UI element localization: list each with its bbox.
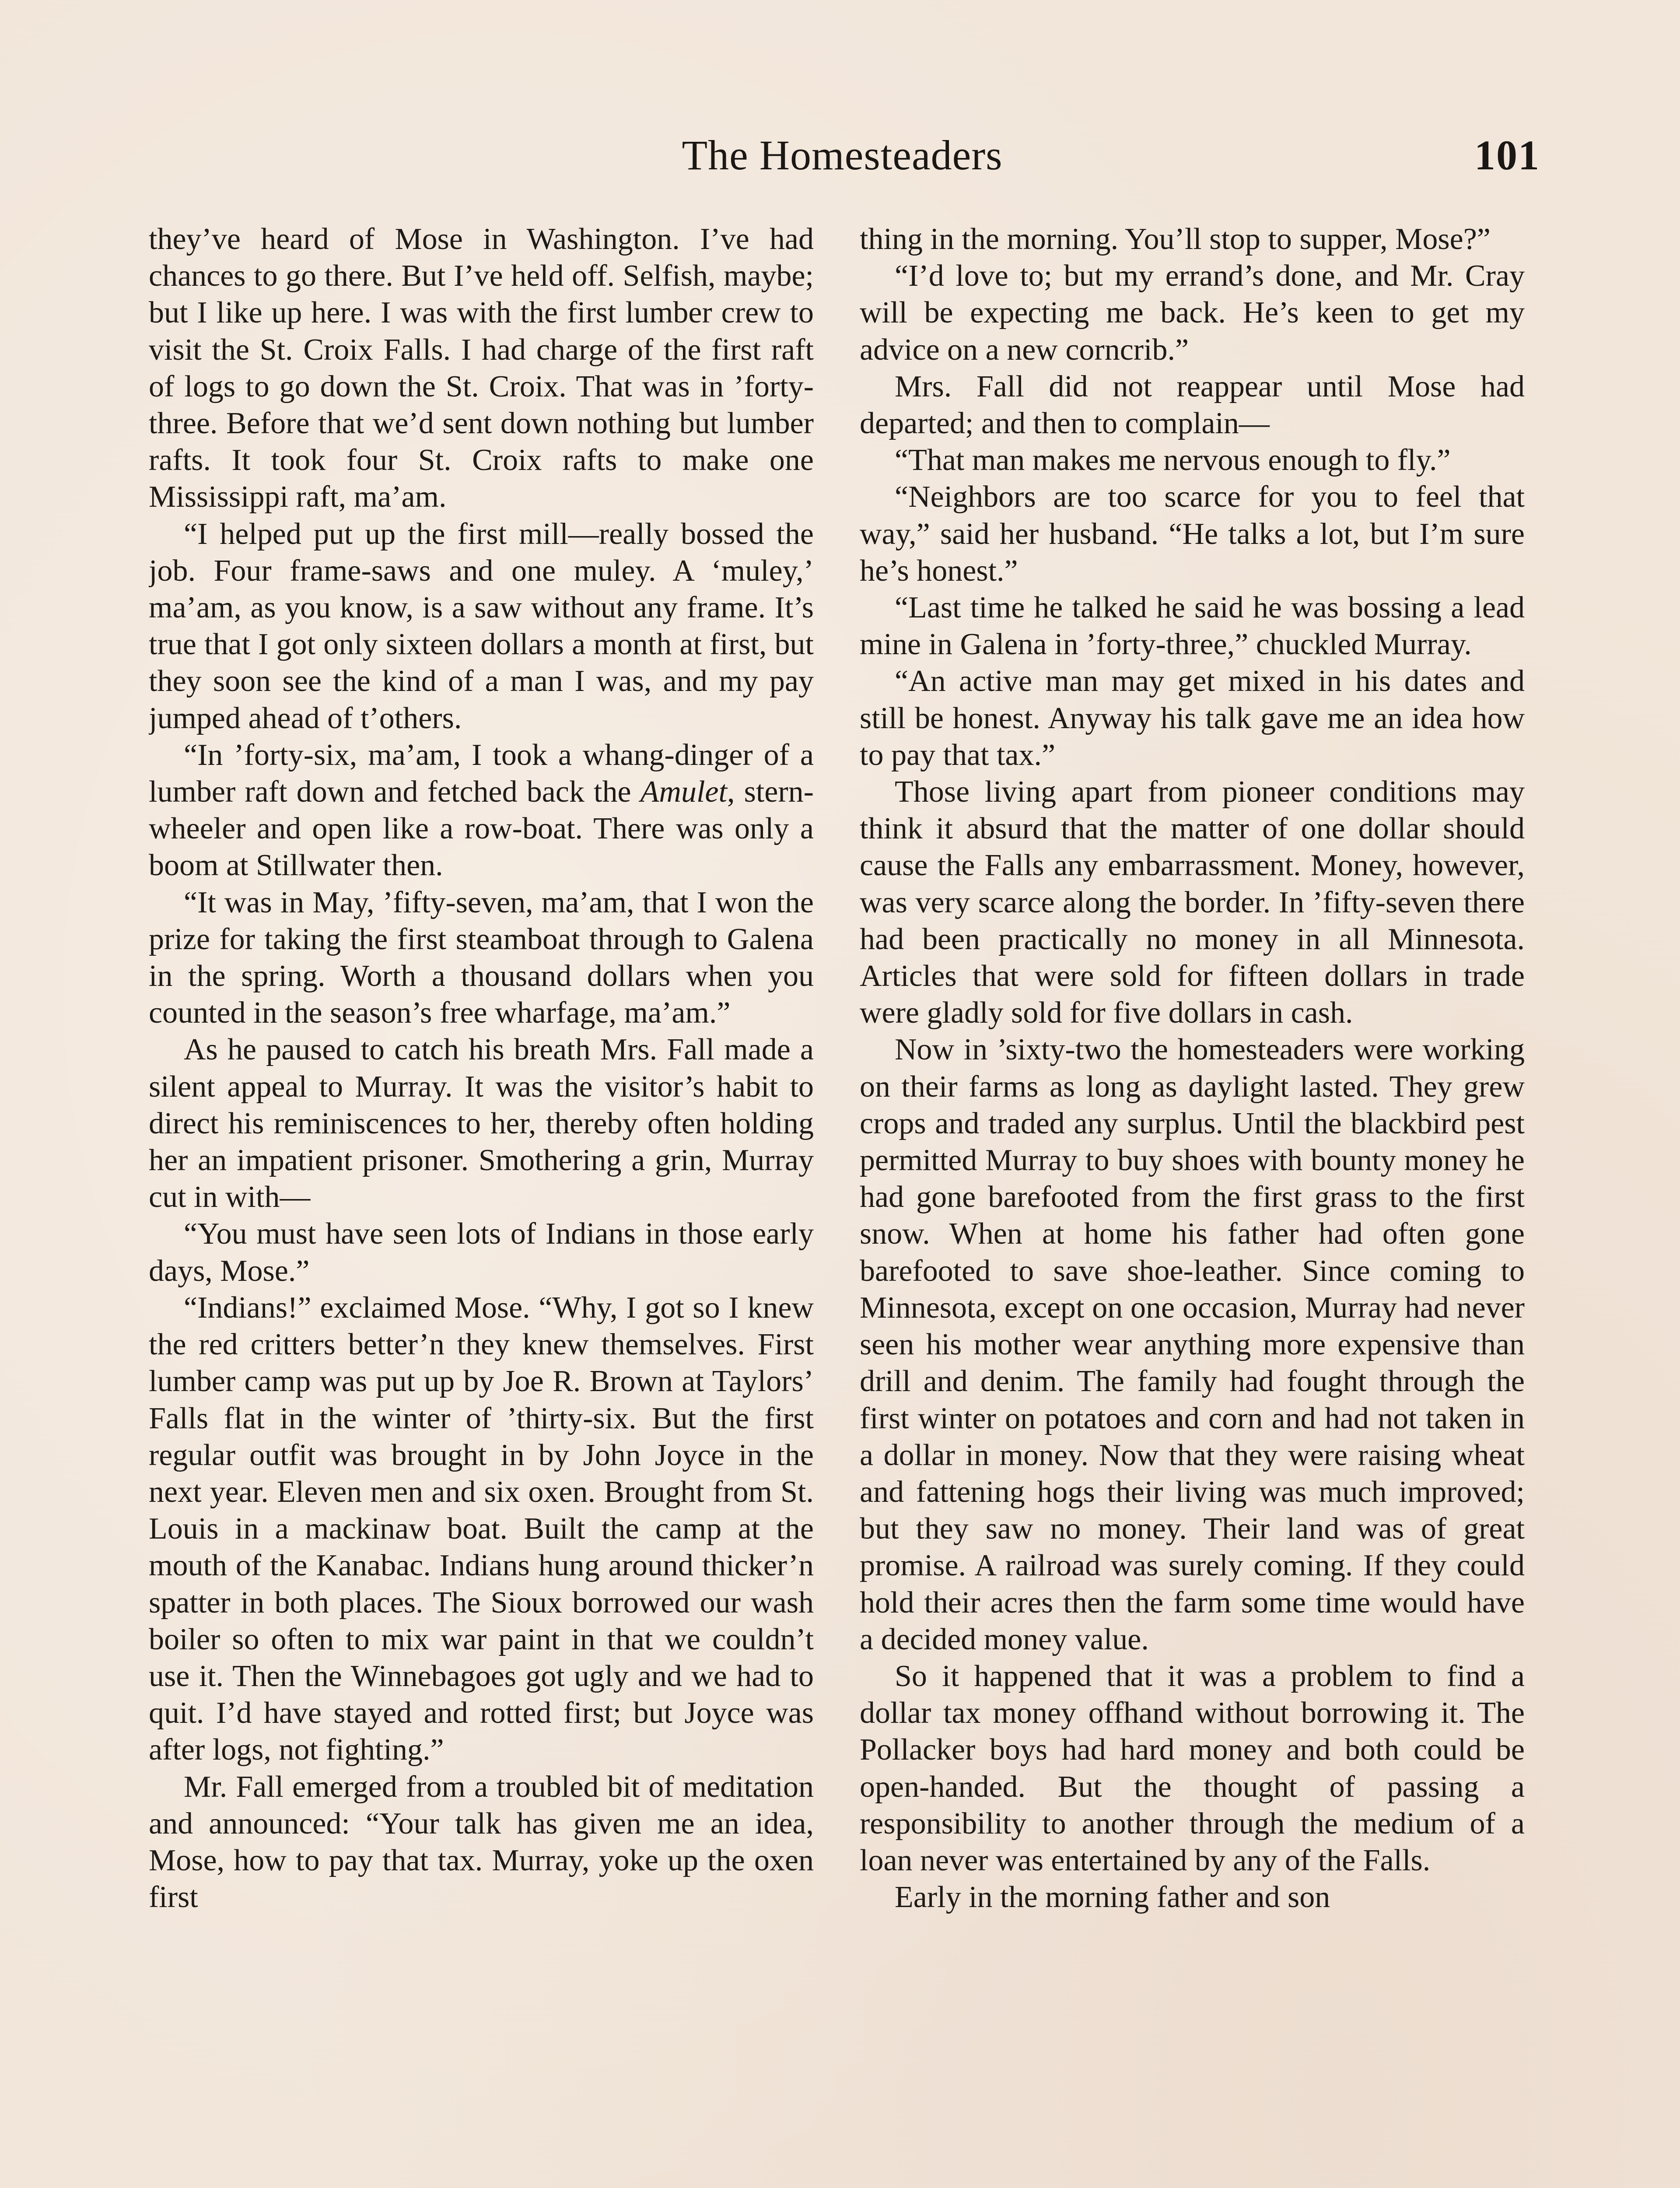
page-header: [144, 127, 1540, 188]
paragraph: [149, 737, 814, 884]
paragraph: “It was in May, ’fifty-seven, ma’am, that I won the prize for taking the first steamboat through to Galena in the spring. Worth a thousand dollars when you counted in the season’s free wharfage, ma’am.”: [149, 885, 814, 1030]
paragraph: Now in ’sixty-two the homesteaders were working on their farms as long as daylight lasted. They grew crops and traded any surplus. Until the blackbird pest permitted Murray to buy shoes with bounty money he had gone barefooted from the first grass to the first snow. When at home his father had often gone barefooted to save shoe-leather. Since coming to Minnesota, except on one occasion, Murray had never seen his mother wear anything more expensive than drill and denim. The family had fought through the first winter on potatoes and corn and had not taken in a dollar in money. Now that they were raising wheat and fattening hogs their living was much improved; but they saw no money. Their land was of great promise. A railroad was surely coming. If they could hold their acres then the farm some time would have a decided money value.: [860, 1033, 1525, 1656]
paragraph: they’ve heard of Mose in Washington. I’ve had chances to go there. But I’ve held off. Selfish, maybe; but I like up here. I was with the first lumber crew to visit the St. Croix Falls. I had charge of the first raft of logs to go down the St. Croix. That was in ’forty-three. Before that we’d sent down nothing but lumber rafts. It took four St. Croix rafts to make one Mississippi raft, ma’am.: [149, 222, 814, 514]
paragraph-text: , stern-wheeler and open like a row-boat. There was only a boom at Stillwater then.: [149, 775, 814, 883]
left-column: [149, 221, 814, 2188]
running-title: The Homesteaders: [682, 132, 1003, 179]
paragraph: As he paused to catch his breath Mrs. Fall made a silent appeal to Murray. It was the visitor’s habit to direct his reminiscences to her, thereby often holding her an impatient prisoner. Smothering a grin, Murray cut in with—: [149, 1033, 814, 1214]
paragraph: Those living apart from pioneer conditions may think it absurd that the matter of one dollar should cause the Falls any embarrassment. Money, however, was very scarce along the border. In ’fifty-seven there had been practically no money in all Minnesota. Articles that were sold for fifteen dollars in trade were gladly sold for five dollars in cash.: [860, 775, 1525, 1030]
text-columns: [149, 221, 1531, 2188]
paragraph: “Last time he talked he said he was bossing a lead mine in Galena in ’forty-three,” chuckled Murray.: [860, 591, 1525, 662]
paragraph: thing in the morning. You’ll stop to supper, Mose?”: [860, 222, 1491, 256]
paragraph: “That man makes me nervous enough to fly.”: [895, 443, 1451, 477]
paragraph: Mrs. Fall did not reappear until Mose had departed; and then to complain—: [860, 369, 1525, 441]
paragraph: “I’d love to; but my errand’s done, and Mr. Cray will be expecting me back. He’s keen to get my advice on a new corncrib.”: [860, 259, 1525, 367]
paragraph: Early in the morning father and son: [895, 1880, 1330, 1914]
boat-name: Amulet: [640, 775, 727, 809]
paragraph: Mr. Fall emerged from a troubled bit of meditation and announced: “Your talk has given me an idea, Mose, how to pay that tax. Murray, yoke up the oxen first: [149, 1770, 814, 1914]
paragraph-text: “In ’forty-six, ma’am, I took a whang-dinger of a lumber raft down and fetched back the: [149, 738, 814, 809]
page-number: 101: [1474, 132, 1540, 179]
paragraph: “Neighbors are too scarce for you to feel that way,” said her husband. “He talks a lot, but I’m sure he’s honest.”: [860, 480, 1525, 588]
right-column: [860, 221, 1525, 2188]
paragraph: “You must have seen lots of Indians in those early days, Mose.”: [149, 1217, 814, 1288]
paragraph: “An active man may get mixed in his dates and still be honest. Anyway his talk gave me an idea how to pay that tax.”: [860, 664, 1525, 772]
paragraph: “I helped put up the first mill—really bossed the job. Four frame-saws and one muley. A ‘muley,’ ma’am, as you know, is a saw without any frame. It’s true that I got only sixteen dollars a month at first, but they soon see the kind of a man I was, and my pay jumped ahead of t’others.: [149, 517, 814, 735]
paragraph: So it happened that it was a problem to find a dollar tax money offhand without borrowing it. The Pollacker boys had hard money and both could be open-handed. But the thought of passing a responsibility to another through the medium of a loan never was entertained by any of the Falls.: [860, 1659, 1525, 1877]
paragraph: “Indians!” exclaimed Mose. “Why, I got so I knew the red critters better’n they knew themselves. First lumber camp was put up by Joe R. Brown at Taylors’ Falls flat in the winter of ’thirty-six. But the first regular outfit was brought in by John Joyce in the next year. Eleven men and six oxen. Brought from St. Louis in a mackinaw boat. Built the camp at the mouth of the Kanabac. Indians hung around thicker’n spatter in both places. The Sioux borrowed our wash boiler so often to mix war paint in that we couldn’t use it. Then the Winnebagoes got ugly and we had to quit. I’d have stayed and rotted first; but Joyce was after logs, not fighting.”: [149, 1290, 814, 1767]
